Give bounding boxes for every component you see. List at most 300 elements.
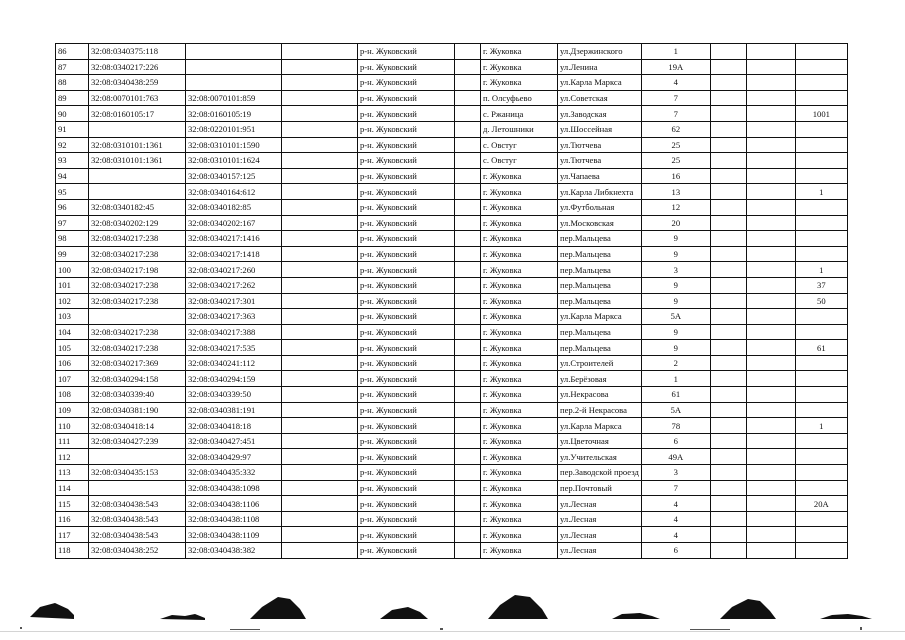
house-number: 12 — [641, 199, 710, 215]
district: р-н. Жуковский — [358, 480, 455, 496]
blank-cell — [455, 527, 481, 543]
cadastral-number-b: 32:08:0340438:1106 — [186, 496, 282, 512]
locality: г. Жуковка — [481, 59, 558, 75]
blank-cell — [282, 153, 358, 169]
extra-value — [795, 59, 847, 75]
district: р-н. Жуковский — [358, 106, 455, 122]
cadastral-number-a — [89, 309, 186, 325]
blank-cell — [746, 137, 795, 153]
blank-cell — [455, 246, 481, 262]
blank-cell — [282, 449, 358, 465]
extra-value — [795, 480, 847, 496]
cadastral-number-b: 32:08:0340217:1418 — [186, 246, 282, 262]
district: р-н. Жуковский — [358, 184, 455, 200]
cadastral-number-b: 32:08:0340438:382 — [186, 543, 282, 559]
blank-cell — [746, 184, 795, 200]
blank-cell — [455, 153, 481, 169]
blank-cell — [282, 137, 358, 153]
row-number: 90 — [56, 106, 89, 122]
blank-cell — [746, 402, 795, 418]
blank-cell — [455, 106, 481, 122]
row-number: 105 — [56, 340, 89, 356]
blank-cell — [455, 121, 481, 137]
district: р-н. Жуковский — [358, 121, 455, 137]
blank-cell — [282, 231, 358, 247]
row-number: 86 — [56, 44, 89, 60]
extra-value — [795, 387, 847, 403]
street: пер.Мальцева — [558, 246, 642, 262]
district: р-н. Жуковский — [358, 387, 455, 403]
locality: с. Овстуг — [481, 153, 558, 169]
blank-cell — [710, 496, 746, 512]
house-number: 3 — [641, 262, 710, 278]
district: р-н. Жуковский — [358, 324, 455, 340]
blank-cell — [710, 153, 746, 169]
table-row — [56, 418, 848, 434]
row-number: 109 — [56, 402, 89, 418]
blank-cell — [710, 527, 746, 543]
blank-cell — [282, 511, 358, 527]
table-row — [56, 246, 848, 262]
extra-value — [795, 121, 847, 137]
cadastral-number-b: 32:08:0310101:1590 — [186, 137, 282, 153]
table-row — [56, 168, 848, 184]
blank-cell — [710, 433, 746, 449]
house-number: 9 — [641, 277, 710, 293]
blank-cell — [746, 324, 795, 340]
blank-cell — [455, 184, 481, 200]
blank-cell — [282, 277, 358, 293]
table-row — [56, 59, 848, 75]
cadastral-number-a: 32:08:0070101:763 — [89, 90, 186, 106]
blank-cell — [282, 465, 358, 481]
extra-value — [795, 246, 847, 262]
cadastral-number-a: 32:08:0340438:543 — [89, 511, 186, 527]
cadastral-number-b: 32:08:0340217:388 — [186, 324, 282, 340]
house-number: 1 — [641, 44, 710, 60]
blank-cell — [455, 340, 481, 356]
cadastral-number-b: 32:08:0340202:167 — [186, 215, 282, 231]
street: пер.Заводской проезд — [558, 465, 642, 481]
district: р-н. Жуковский — [358, 371, 455, 387]
table-row — [56, 465, 848, 481]
row-number: 107 — [56, 371, 89, 387]
extra-value — [795, 137, 847, 153]
cadastral-number-a: 32:08:0340381:190 — [89, 402, 186, 418]
table-row — [56, 44, 848, 60]
house-number: 9 — [641, 293, 710, 309]
extra-value — [795, 371, 847, 387]
blank-cell — [282, 75, 358, 91]
locality: г. Жуковка — [481, 231, 558, 247]
locality: г. Жуковка — [481, 199, 558, 215]
extra-value — [795, 433, 847, 449]
cadastral-number-a: 32:08:0160105:17 — [89, 106, 186, 122]
house-number: 13 — [641, 184, 710, 200]
row-number: 94 — [56, 168, 89, 184]
row-number: 102 — [56, 293, 89, 309]
blank-cell — [282, 293, 358, 309]
street: пер.Мальцева — [558, 231, 642, 247]
cadastral-number-a: 32:08:0310101:1361 — [89, 137, 186, 153]
blank-cell — [710, 246, 746, 262]
street: ул.Учительская — [558, 449, 642, 465]
blank-cell — [746, 480, 795, 496]
locality: с. Ржаница — [481, 106, 558, 122]
blank-cell — [746, 246, 795, 262]
locality: г. Жуковка — [481, 465, 558, 481]
district: р-н. Жуковский — [358, 433, 455, 449]
cadastral-number-b: 32:08:0340217:535 — [186, 340, 282, 356]
district: р-н. Жуковский — [358, 168, 455, 184]
blank-cell — [746, 387, 795, 403]
cadastral-number-b: 32:08:0340217:260 — [186, 262, 282, 278]
blank-cell — [710, 387, 746, 403]
blank-cell — [746, 277, 795, 293]
extra-value: 50 — [795, 293, 847, 309]
row-number: 95 — [56, 184, 89, 200]
cadastral-number-a: 32:08:0340438:543 — [89, 496, 186, 512]
cadastral-number-a — [89, 480, 186, 496]
table-row — [56, 340, 848, 356]
blank-cell — [710, 262, 746, 278]
cadastral-number-b: 32:08:0220101:951 — [186, 121, 282, 137]
scan-smudges — [30, 595, 872, 620]
blank-cell — [282, 433, 358, 449]
street: ул.Лесная — [558, 511, 642, 527]
cadastral-number-b: 32:08:0340217:1416 — [186, 231, 282, 247]
cadastral-number-a: 32:08:0340217:198 — [89, 262, 186, 278]
blank-cell — [710, 355, 746, 371]
extra-value: 1 — [795, 184, 847, 200]
locality: г. Жуковка — [481, 168, 558, 184]
table-row — [56, 262, 848, 278]
extra-value — [795, 153, 847, 169]
blank-cell — [282, 402, 358, 418]
extra-value — [795, 199, 847, 215]
table-row — [56, 153, 848, 169]
house-number: 3 — [641, 465, 710, 481]
street: ул.Заводская — [558, 106, 642, 122]
blank-cell — [746, 262, 795, 278]
blank-cell — [455, 402, 481, 418]
district: р-н. Жуковский — [358, 402, 455, 418]
locality: г. Жуковка — [481, 543, 558, 559]
row-number: 110 — [56, 418, 89, 434]
row-number: 104 — [56, 324, 89, 340]
extra-value — [795, 44, 847, 60]
blank-cell — [455, 293, 481, 309]
row-number: 114 — [56, 480, 89, 496]
table-row — [56, 137, 848, 153]
address-register-table — [55, 43, 848, 559]
row-number: 93 — [56, 153, 89, 169]
locality: п. Олсуфьево — [481, 90, 558, 106]
street: ул.Лесная — [558, 527, 642, 543]
table-row — [56, 402, 848, 418]
blank-cell — [282, 215, 358, 231]
street: ул.Лесная — [558, 543, 642, 559]
locality: д. Летошники — [481, 121, 558, 137]
row-number: 88 — [56, 75, 89, 91]
row-number: 117 — [56, 527, 89, 543]
street: пер.Мальцева — [558, 324, 642, 340]
blank-cell — [710, 90, 746, 106]
blank-cell — [710, 418, 746, 434]
blank-cell — [710, 121, 746, 137]
locality: г. Жуковка — [481, 496, 558, 512]
locality: г. Жуковка — [481, 309, 558, 325]
row-number: 96 — [56, 199, 89, 215]
house-number: 7 — [641, 90, 710, 106]
blank-cell — [455, 465, 481, 481]
cadastral-number-a — [89, 184, 186, 200]
blank-cell — [282, 168, 358, 184]
cadastral-number-a: 32:08:0340217:369 — [89, 355, 186, 371]
table-row — [56, 527, 848, 543]
blank-cell — [746, 418, 795, 434]
cadastral-number-a: 32:08:0340217:226 — [89, 59, 186, 75]
locality: г. Жуковка — [481, 340, 558, 356]
locality: г. Жуковка — [481, 433, 558, 449]
blank-cell — [282, 355, 358, 371]
street: ул.Дзержинского — [558, 44, 642, 60]
street: ул.Карла Либкнехта — [558, 184, 642, 200]
extra-value — [795, 465, 847, 481]
blank-cell — [282, 199, 358, 215]
row-number: 99 — [56, 246, 89, 262]
blank-cell — [710, 449, 746, 465]
table-row — [56, 231, 848, 247]
house-number: 4 — [641, 527, 710, 543]
locality: г. Жуковка — [481, 44, 558, 60]
blank-cell — [455, 387, 481, 403]
cadastral-number-b: 32:08:0340427:451 — [186, 433, 282, 449]
locality: г. Жуковка — [481, 480, 558, 496]
district: р-н. Жуковский — [358, 137, 455, 153]
blank-cell — [455, 90, 481, 106]
blank-cell — [282, 480, 358, 496]
locality: г. Жуковка — [481, 449, 558, 465]
house-number: 6 — [641, 543, 710, 559]
locality: г. Жуковка — [481, 75, 558, 91]
locality: г. Жуковка — [481, 324, 558, 340]
cadastral-number-b: 32:08:0340182:85 — [186, 199, 282, 215]
street: ул.Футбольная — [558, 199, 642, 215]
blank-cell — [710, 465, 746, 481]
row-number: 98 — [56, 231, 89, 247]
cadastral-number-b: 32:08:0340438:1109 — [186, 527, 282, 543]
street: ул.Советская — [558, 90, 642, 106]
table-row — [56, 90, 848, 106]
cadastral-number-b: 32:08:0340435:332 — [186, 465, 282, 481]
blank-cell — [455, 168, 481, 184]
blank-cell — [710, 106, 746, 122]
house-number: 1 — [641, 371, 710, 387]
blank-cell — [710, 324, 746, 340]
table-row — [56, 449, 848, 465]
extra-value — [795, 309, 847, 325]
house-number: 19А — [641, 59, 710, 75]
street: пер.Мальцева — [558, 340, 642, 356]
blank-cell — [282, 340, 358, 356]
row-number: 112 — [56, 449, 89, 465]
blank-cell — [746, 511, 795, 527]
district: р-н. Жуковский — [358, 75, 455, 91]
cadastral-number-a: 32:08:0340435:153 — [89, 465, 186, 481]
blank-cell — [282, 527, 358, 543]
locality: г. Жуковка — [481, 527, 558, 543]
extra-value — [795, 90, 847, 106]
extra-value: 1 — [795, 262, 847, 278]
blank-cell — [746, 75, 795, 91]
house-number: 20 — [641, 215, 710, 231]
table-row — [56, 277, 848, 293]
table-row — [56, 355, 848, 371]
blank-cell — [710, 199, 746, 215]
house-number: 9 — [641, 340, 710, 356]
blank-cell — [710, 231, 746, 247]
extra-value: 61 — [795, 340, 847, 356]
cadastral-number-a: 32:08:0340202:129 — [89, 215, 186, 231]
blank-cell — [746, 309, 795, 325]
blank-cell — [455, 199, 481, 215]
blank-cell — [710, 184, 746, 200]
row-number: 87 — [56, 59, 89, 75]
house-number: 4 — [641, 496, 710, 512]
house-number: 9 — [641, 231, 710, 247]
district: р-н. Жуковский — [358, 90, 455, 106]
blank-cell — [455, 324, 481, 340]
house-number: 16 — [641, 168, 710, 184]
house-number: 25 — [641, 153, 710, 169]
blank-cell — [746, 465, 795, 481]
blank-cell — [282, 496, 358, 512]
blank-cell — [282, 324, 358, 340]
cadastral-number-a: 32:08:0340217:238 — [89, 246, 186, 262]
blank-cell — [282, 121, 358, 137]
blank-cell — [746, 59, 795, 75]
blank-cell — [710, 480, 746, 496]
extra-value: 1001 — [795, 106, 847, 122]
house-number: 6 — [641, 433, 710, 449]
blank-cell — [746, 106, 795, 122]
blank-cell — [455, 44, 481, 60]
district: р-н. Жуковский — [358, 246, 455, 262]
house-number: 25 — [641, 137, 710, 153]
table-row — [56, 511, 848, 527]
table-row — [56, 309, 848, 325]
blank-cell — [455, 371, 481, 387]
blank-cell — [710, 293, 746, 309]
street: ул.Тютчева — [558, 137, 642, 153]
blank-cell — [282, 543, 358, 559]
blank-cell — [455, 511, 481, 527]
cadastral-number-b: 32:08:0340339:50 — [186, 387, 282, 403]
district: р-н. Жуковский — [358, 527, 455, 543]
house-number: 49А — [641, 449, 710, 465]
locality: г. Жуковка — [481, 277, 558, 293]
street: пер.Мальцева — [558, 277, 642, 293]
cadastral-number-a: 32:08:0340339:40 — [89, 387, 186, 403]
district: р-н. Жуковский — [358, 355, 455, 371]
cadastral-number-a: 32:08:0310101:1361 — [89, 153, 186, 169]
district: р-н. Жуковский — [358, 215, 455, 231]
locality: с. Овстуг — [481, 137, 558, 153]
blank-cell — [746, 44, 795, 60]
blank-cell — [282, 309, 358, 325]
row-number: 108 — [56, 387, 89, 403]
street: ул.Шоссейная — [558, 121, 642, 137]
blank-cell — [455, 215, 481, 231]
blank-cell — [455, 543, 481, 559]
blank-cell — [455, 59, 481, 75]
row-number: 92 — [56, 137, 89, 153]
blank-cell — [455, 480, 481, 496]
cadastral-number-a: 32:08:0340438:259 — [89, 75, 186, 91]
cadastral-number-a: 32:08:0340217:238 — [89, 324, 186, 340]
blank-cell — [710, 75, 746, 91]
blank-cell — [282, 371, 358, 387]
cadastral-number-b: 32:08:0070101:859 — [186, 90, 282, 106]
blank-cell — [455, 75, 481, 91]
street: ул.Цветочная — [558, 433, 642, 449]
blank-cell — [746, 90, 795, 106]
blank-cell — [710, 543, 746, 559]
cadastral-number-a: 32:08:0340438:543 — [89, 527, 186, 543]
cadastral-number-b: 32:08:0340217:301 — [186, 293, 282, 309]
blank-cell — [282, 418, 358, 434]
cadastral-number-b — [186, 59, 282, 75]
register-sheet — [55, 43, 848, 559]
district: р-н. Жуковский — [358, 277, 455, 293]
blank-cell — [746, 496, 795, 512]
blank-cell — [282, 106, 358, 122]
blank-cell — [710, 340, 746, 356]
district: р-н. Жуковский — [358, 465, 455, 481]
blank-cell — [455, 449, 481, 465]
cadastral-number-a: 32:08:0340217:238 — [89, 231, 186, 247]
cadastral-number-b: 32:08:0160105:19 — [186, 106, 282, 122]
row-number: 89 — [56, 90, 89, 106]
house-number: 62 — [641, 121, 710, 137]
locality: г. Жуковка — [481, 215, 558, 231]
blank-cell — [710, 168, 746, 184]
blank-cell — [746, 121, 795, 137]
row-number: 97 — [56, 215, 89, 231]
house-number: 4 — [641, 75, 710, 91]
blank-cell — [710, 309, 746, 325]
street: пер.2-й Некрасова — [558, 402, 642, 418]
blank-cell — [710, 402, 746, 418]
table-row — [56, 433, 848, 449]
district: р-н. Жуковский — [358, 543, 455, 559]
row-number: 103 — [56, 309, 89, 325]
locality: г. Жуковка — [481, 293, 558, 309]
blank-cell — [455, 262, 481, 278]
row-number: 101 — [56, 277, 89, 293]
district: р-н. Жуковский — [358, 340, 455, 356]
table-row — [56, 215, 848, 231]
blank-cell — [455, 277, 481, 293]
blank-cell — [455, 231, 481, 247]
blank-cell — [455, 418, 481, 434]
blank-cell — [746, 293, 795, 309]
cadastral-number-b: 32:08:0340164:612 — [186, 184, 282, 200]
district: р-н. Жуковский — [358, 511, 455, 527]
house-number: 7 — [641, 480, 710, 496]
locality: г. Жуковка — [481, 246, 558, 262]
